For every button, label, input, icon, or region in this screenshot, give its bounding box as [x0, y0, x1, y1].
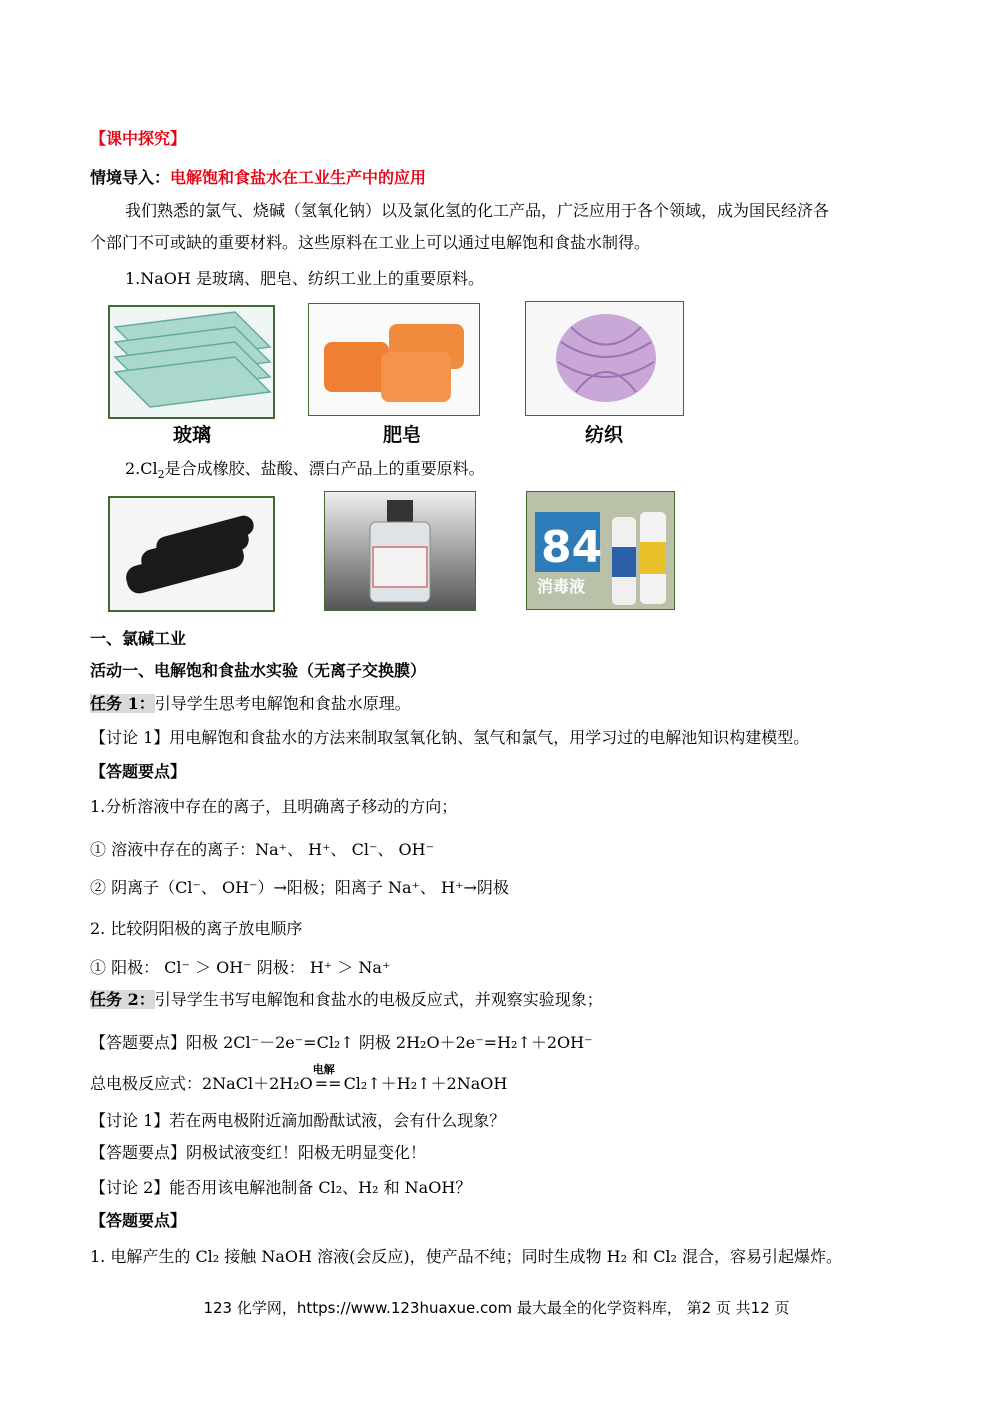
answer-label2: 【答题要点】	[90, 1211, 187, 1230]
total-suffix: Cl₂↑＋H₂↑＋2NaOH	[343, 1074, 508, 1093]
point2: 2. 比较阴阳极的离子放电顺序	[90, 919, 303, 938]
rubber-rods-icon	[110, 498, 273, 610]
caption-glass: 玻璃	[173, 424, 212, 446]
disinfectant-image	[526, 491, 675, 610]
task1-label: 任务 1：	[90, 694, 155, 713]
caption-textile: 纺织	[585, 424, 624, 446]
discussion1: 【讨论 1】用电解饱和食盐水的方法来制取氢氧化钠、氢气和氯气，用学习过的电解池知识构建模型。	[90, 728, 810, 747]
intro-para-line1: 我们熟悉的氯气、烧碱（氢氧化钠）以及氯化氢的化工产品，广泛应用于各个领域，成为国民经济各	[125, 201, 830, 220]
section1-heading: 一、氯碱工业	[90, 629, 187, 648]
order-line: ① 阳极： Cl⁻ ＞ OH⁻ 阴极： H⁺ ＞ Na⁺	[90, 958, 391, 977]
caption-soap: 肥皂	[383, 424, 422, 446]
page-footer: 123 化学网，https://www.123huaxue.com 最大最全的化学资料库， 第2 页 共12 页	[203, 1299, 790, 1317]
acid-image	[324, 491, 476, 611]
disinfectant-84-icon	[527, 492, 674, 609]
condition-label: 电解	[312, 1063, 335, 1076]
point1: 1.分析溶液中存在的离子，且明确离子移动的方向；	[90, 797, 458, 816]
total-reaction	[90, 1063, 508, 1095]
answer-label: 【答题要点】	[90, 762, 187, 781]
logo-84-text: 84	[541, 522, 603, 573]
answer1b: 【答题要点】阴极试液变红！阳极无明显变化！	[90, 1143, 427, 1162]
soap-image	[308, 303, 480, 416]
electrode-line: 【答题要点】阳极 2Cl⁻－2e⁻=Cl₂↑ 阴极 2H₂O＋2e⁻=H₂↑＋2OH⁻	[90, 1033, 593, 1052]
equal-sign: ==	[314, 1074, 342, 1093]
intro-label: 情境导入：	[90, 168, 171, 187]
intro-item2	[125, 458, 485, 486]
ions-line: ① 溶液中存在的离子：Na⁺、 H⁺、 Cl⁻、 OH⁻	[90, 840, 435, 859]
section-header: 【课中探究】	[90, 129, 187, 148]
task2-text: 引导学生书写电解饱和食盐水的电极反应式，并观察实验现象；	[154, 990, 603, 1009]
yarn-image	[525, 301, 684, 416]
yarn-ball-icon	[526, 302, 683, 415]
item2-sub: 2	[157, 468, 165, 482]
total-prefix: 总电极反应式：2NaCl＋2H₂O	[90, 1074, 313, 1093]
intro-heading	[90, 167, 426, 189]
item2-rest: 是合成橡胶、盐酸、漂白产品上的重要原料。	[164, 459, 485, 478]
discussion2: 【讨论 2】能否用该电解池制备 Cl₂、H₂ 和 NaOH？	[90, 1178, 472, 1197]
task2-line	[90, 989, 603, 1011]
soap-bars-icon	[309, 304, 479, 415]
intro-para-line2: 个部门不可或缺的重要材料。这些原料在工业上可以通过电解饱和食盐水制得。	[90, 233, 651, 252]
glass-sheets-icon	[110, 307, 273, 417]
glass-image	[108, 305, 275, 419]
acid-bottle-icon	[325, 492, 475, 610]
electrolysis-condition	[312, 1063, 344, 1095]
disinfectant-label: 消毒液	[537, 577, 586, 596]
rubber-image	[108, 496, 275, 612]
move-line: ② 阴离子（Cl⁻、 OH⁻）→阳极；阳离子 Na⁺、 H⁺→阴极	[90, 878, 509, 897]
discussion1b: 【讨论 1】若在两电极附近滴加酚酞试液，会有什么现象？	[90, 1111, 506, 1130]
task1-text: 引导学生思考电解饱和食盐水原理。	[154, 694, 411, 713]
activity-heading: 活动一、电解饱和食盐水实验（无离子交换膜）	[90, 661, 427, 680]
answer2: 1. 电解产生的 Cl₂ 接触 NaOH 溶液(会反应)，使产品不纯；同时生成物 H₂ 和 Cl₂ 混合，容易引起爆炸。	[90, 1247, 843, 1266]
task1-line	[90, 693, 411, 715]
task2-label: 任务 2：	[90, 990, 155, 1009]
intro-item1: 1.NaOH 是玻璃、肥皂、纺织工业上的重要原料。	[125, 269, 484, 288]
intro-title: 电解饱和食盐水在工业生产中的应用	[170, 168, 427, 187]
item2-prefix: 2.Cl	[125, 459, 158, 478]
